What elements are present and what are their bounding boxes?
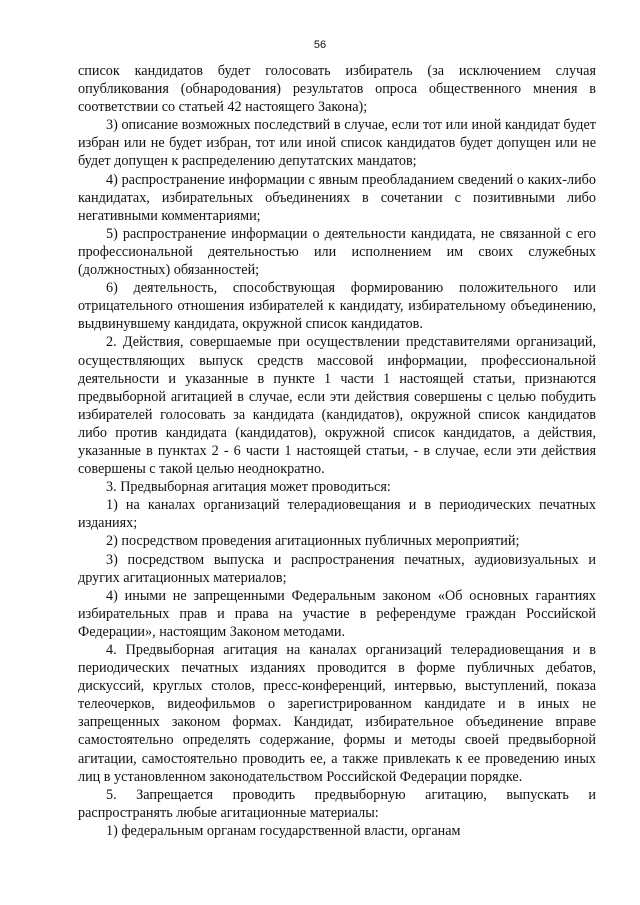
- paragraph: список кандидатов будет голосовать избиратель (за исключением случая опубликования (обнародования) результатов опроса общественного мнения в соответствии со статьей 42 настоящего Закона);: [78, 63, 596, 116]
- paragraph: 2. Действия, совершаемые при осуществлении представителями организаций, осуществляющих выпуск средств массовой информации, профессиональной деятельности и указанные в пункте 1 части 1 настоящей статьи, признаются предвыборной агитацией в случае, если эти действия совершены с целью побудить избирателей голосовать за кандидата (кандидатов), окружной список кандидатов либо против кандидата (кандидатов), окружной список кандидатов, а действия, указанные в пунктах 2 - 6 части 1 настоящей статьи, - в случае, если эти действия совершены с такой целью неоднократно.: [78, 334, 596, 478]
- page-number: 56: [313, 39, 327, 51]
- paragraph: 6) деятельность, способствующая формированию положительного или отрицательного отношения избирателей к кандидату, избирательному объединению, выдвинувшему кандидата, окружной список кандидатов.: [78, 280, 596, 333]
- paragraph: 4) распространение информации с явным преобладанием сведений о каких-либо кандидатах, избирательных объединениях в сочетании с позитивными либо негативными комментариями;: [78, 171, 596, 224]
- paragraph: 4. Предвыборная агитация на каналах организаций телерадиовещания и в периодических печатных изданиях проводится в форме публичных дебатов, дискуссий, круглых столов, пресс-конференций, интервью, выступлений, показа телеочерков, видеофильмов о зарегистрированном кандидате и в иных не запрещенных законом формах. Кандидат, избирательное объединение вправе самостоятельно определять содержание, формы и методы своей предвыборной агитации, самостоятельно проводить ее, а также привлекать к ее проведению иных лиц в установленном законодательством Российской Федерации порядке.: [78, 642, 596, 785]
- paragraph: 5. Запрещается проводить предвыборную агитацию, выпускать и распространять любые агитационные материалы:: [78, 786, 596, 821]
- paragraph: 1) на каналах организаций телерадиовещания и в периодических печатных изданиях;: [78, 497, 596, 532]
- paragraph: 3. Предвыборная агитация может проводиться:: [106, 479, 391, 496]
- document-body: [78, 62, 596, 840]
- paragraph: 5) распространение информации о деятельности кандидата, не связанной с его профессиональной деятельностью или исполнением им своих служебных (должностных) обязанностей;: [78, 225, 596, 279]
- paragraph: 3) описание возможных последствий в случае, если тот или иной кандидат будет избран или не будет избран, тот или иной список кандидатов будет допущен или не будет допущен к распределению депутатских мандатов;: [78, 117, 596, 170]
- paragraph: 2) посредством проведения агитационных публичных мероприятий;: [106, 533, 520, 550]
- paragraph: 4) иными не запрещенными Федеральным законом «Об основных гарантиях избирательных прав и права на участие в референдуме граждан Российской Федерации», настоящим Законом методами.: [78, 587, 596, 640]
- paragraph: 3) посредством выпуска и распространения печатных, аудиовизуальных и других агитационных материалов;: [78, 551, 596, 586]
- paragraph: 1) федеральным органам государственной власти, органам: [106, 822, 461, 839]
